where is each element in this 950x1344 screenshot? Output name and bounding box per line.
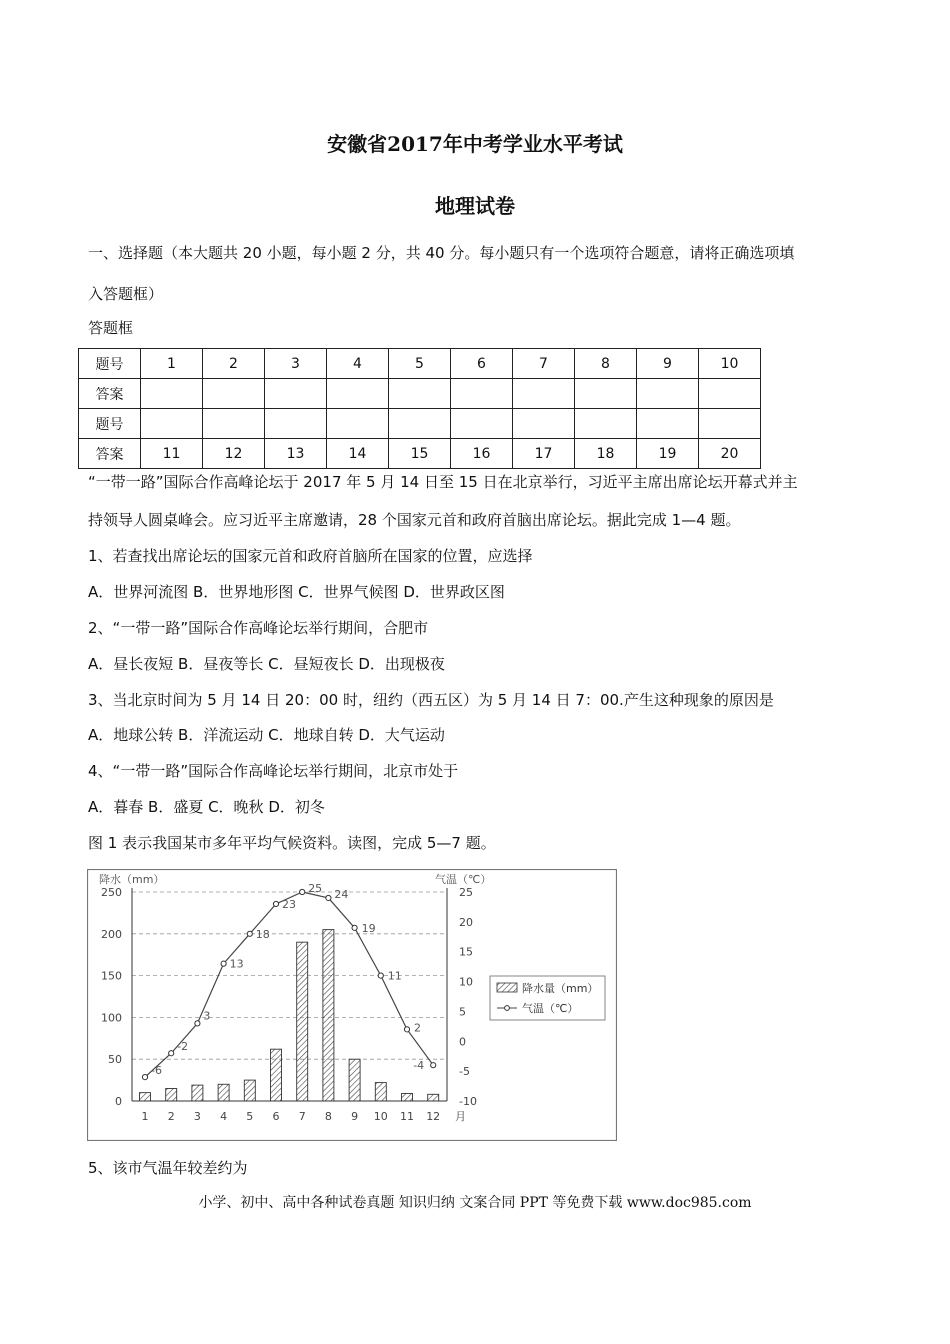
precip-bar: [349, 1059, 360, 1101]
temperature-data-label: 2: [414, 1021, 421, 1035]
answer-table-cell: 18: [575, 439, 637, 469]
temperature-point: [352, 925, 357, 930]
answer-table-cell: [575, 379, 637, 409]
temperature-point: [431, 1063, 436, 1068]
footer-text: 小学、初中、高中各种试卷真题 知识归纳 文案合同 PPT 等免费下载 www.doc985.com: [198, 1195, 752, 1211]
temperature-data-label: 19: [361, 921, 376, 935]
answer-table-cell: 10: [699, 349, 761, 379]
answer-table-cell: 6: [451, 349, 513, 379]
precip-bar: [402, 1093, 413, 1101]
precip-tick-label: 0: [115, 1095, 122, 1108]
temperature-point: [247, 931, 252, 936]
temp-tick-label: 20: [459, 915, 473, 929]
temp-tick-label: 0: [459, 1035, 466, 1049]
precip-tick-label: 50: [108, 1053, 122, 1067]
right-axis-label: 气温（℃）: [435, 873, 492, 886]
answer-table-cell: [327, 379, 389, 409]
precip-bar: [297, 942, 308, 1101]
temperature-point: [142, 1075, 147, 1080]
answer-table-cell: 14: [327, 439, 389, 469]
month-tick-label: 7: [298, 1110, 306, 1123]
passage-line2: 持领导人圆桌峰会。应习近平主席邀请，28 个国家元首和政府首脑出席论坛。据此完成 1—4 题。: [88, 511, 741, 529]
temperature-point: [221, 961, 226, 966]
month-tick-label: 8: [324, 1110, 332, 1123]
answer-table-cell: [699, 409, 761, 439]
answer-table-cell: [451, 379, 513, 409]
answer-table-cell: 2: [203, 349, 265, 379]
temperature-point: [326, 895, 331, 900]
temp-tick-label: -10: [459, 1095, 477, 1108]
answer-table-cell: [141, 409, 203, 439]
precip-tick-label: 150: [101, 969, 122, 983]
month-tick-label: 4: [220, 1110, 228, 1123]
precip-bar: [166, 1088, 177, 1101]
answer-table-cell: 20: [699, 439, 761, 469]
x-unit-label: 月: [455, 1110, 466, 1123]
temperature-point: [300, 889, 305, 894]
question-3-stem: 3、当北京时间为 5 月 14 日 20：00 时，纽约（西五区）为 5 月 14 日 7：00.产生这种现象的原因是: [88, 691, 774, 709]
answer-table-cell: 8: [575, 349, 637, 379]
answer-table-cell: [451, 409, 513, 439]
answer-table-cell: [389, 409, 451, 439]
left-axis-label: 降水（mm）: [99, 873, 165, 886]
temperature-data-label: -6: [151, 1064, 162, 1078]
answer-table-cell: [389, 379, 451, 409]
answer-table-row-header: 题号: [79, 349, 141, 379]
answer-table-row: [79, 379, 761, 409]
section-instruction-line1: 一、选择题（本大题共 20 小题，每小题 2 分，共 40 分。每小题只有一个选项符合题意，请将正确选项填: [88, 244, 795, 262]
temperature-point: [195, 1021, 200, 1026]
answer-table-cell: [637, 379, 699, 409]
answer-table-cell: [327, 409, 389, 439]
answer-table-cell: [513, 379, 575, 409]
question-1-stem: 1、若查找出席论坛的国家元首和政府首脑所在国家的位置，应选择: [88, 547, 533, 565]
precip-tick-label: 250: [101, 886, 122, 899]
answer-table-cell: 7: [513, 349, 575, 379]
legend-precip-swatch: [497, 983, 517, 992]
question-1-options: A．世界河流图 B．世界地形图 C．世界气候图 D．世界政区图: [88, 583, 505, 601]
temp-tick-label: -5: [459, 1065, 470, 1079]
month-tick-label: 6: [272, 1110, 280, 1123]
temperature-point: [378, 973, 383, 978]
temperature-point: [169, 1051, 174, 1056]
question-2-stem: 2、“一带一路”国际合作高峰论坛举行期间，合肥市: [88, 619, 429, 637]
answer-table-cell: 12: [203, 439, 265, 469]
answer-table-cell: 3: [265, 349, 327, 379]
temperature-data-label: -4: [413, 1059, 425, 1073]
temperature-data-label: 25: [308, 882, 323, 895]
temp-tick-label: 15: [459, 945, 473, 959]
answer-table-cell: [265, 409, 327, 439]
precip-bar: [192, 1085, 203, 1101]
answer-table-cell: [575, 409, 637, 439]
temp-tick-label: 5: [459, 1005, 466, 1019]
temperature-data-label: 24: [334, 887, 349, 901]
answer-table-cell: [203, 409, 265, 439]
answer-table-cell: [141, 379, 203, 409]
month-tick-label: 3: [193, 1110, 201, 1123]
answer-table-cell: [637, 409, 699, 439]
temperature-data-label: 3: [203, 1009, 211, 1023]
question-4-stem: 4、“一带一路”国际合作高峰论坛举行期间，北京市处于: [88, 762, 459, 780]
temperature-point: [273, 901, 278, 906]
question-5-stem: 5、该市气温年较差约为: [88, 1159, 248, 1177]
temp-tick-label: 10: [459, 975, 473, 989]
answer-table-cell: [265, 379, 327, 409]
answer-table-row-header: 题号: [79, 409, 141, 439]
precip-tick-label: 100: [101, 1011, 122, 1025]
temp-tick-label: 25: [459, 886, 473, 899]
temperature-data-label: -2: [177, 1040, 189, 1054]
precip-bar: [218, 1084, 229, 1101]
precip-bar: [375, 1083, 386, 1101]
answer-table: [78, 348, 761, 469]
answer-table-cell: 13: [265, 439, 327, 469]
question-4-options: A．暮春 B．盛夏 C．晚秋 D．初冬: [88, 798, 325, 816]
temperature-data-label: 23: [282, 897, 296, 911]
answer-table-cell: [203, 379, 265, 409]
answer-box-label: 答题框: [88, 319, 134, 337]
answer-table-cell: 1: [141, 349, 203, 379]
temperature-data-label: 11: [387, 969, 402, 983]
answer-table-cell: 19: [637, 439, 699, 469]
answer-table-cell: 11: [141, 439, 203, 469]
temperature-data-label: 18: [255, 927, 270, 941]
exam-title: 安徽省2017年中考学业水平考试: [327, 132, 623, 156]
passage-line1: “一带一路”国际合作高峰论坛于 2017 年 5 月 14 日至 15 日在北京举行，习近平主席出席论坛开幕式并主: [88, 473, 798, 491]
answer-table-cell: [513, 409, 575, 439]
precip-bar: [323, 930, 334, 1101]
answer-table-row-header: 答案: [79, 439, 141, 469]
temperature-data-label: 13: [229, 957, 244, 971]
answer-table-cell: [699, 379, 761, 409]
answer-table-row: [79, 409, 761, 439]
answer-table-cell: 5: [389, 349, 451, 379]
precip-bar: [271, 1049, 282, 1101]
question-2-options: A．昼长夜短 B．昼夜等长 C．昼短夜长 D．出现极夜: [88, 655, 445, 673]
answer-table-cell: 9: [637, 349, 699, 379]
answer-table-cell: 17: [513, 439, 575, 469]
figure-intro: 图 1 表示我国某市多年平均气候资料。读图，完成 5—7 题。: [88, 834, 496, 852]
month-tick-label: 1: [141, 1110, 149, 1123]
legend-precip-label: 降水量（mm）: [522, 982, 599, 995]
legend-temp-marker: [505, 1006, 510, 1011]
month-tick-label: 5: [246, 1110, 254, 1123]
answer-table-row: [79, 349, 761, 379]
answer-table-cell: 4: [327, 349, 389, 379]
precip-bar: [244, 1080, 255, 1101]
month-tick-label: 2: [167, 1110, 175, 1123]
answer-table-row-header: 答案: [79, 379, 141, 409]
answer-table-row: [79, 439, 761, 469]
answer-table-cell: 16: [451, 439, 513, 469]
precip-bar: [140, 1093, 151, 1101]
month-tick-label: 9: [351, 1110, 359, 1123]
month-tick-label: 12: [426, 1110, 441, 1123]
legend-temp-label: 气温（℃）: [522, 1002, 579, 1015]
temperature-point: [404, 1027, 409, 1032]
climate-chart: [87, 869, 617, 1141]
section-instruction-line2: 入答题框）: [88, 285, 164, 303]
question-3-options: A．地球公转 B．洋流运动 C．地球自转 D．大气运动: [88, 726, 445, 744]
precip-bar: [428, 1094, 439, 1101]
answer-table-cell: 15: [389, 439, 451, 469]
month-tick-label: 10: [373, 1110, 388, 1123]
precip-tick-label: 200: [101, 927, 122, 941]
exam-subtitle: 地理试卷: [435, 194, 515, 218]
month-tick-label: 11: [400, 1110, 414, 1123]
